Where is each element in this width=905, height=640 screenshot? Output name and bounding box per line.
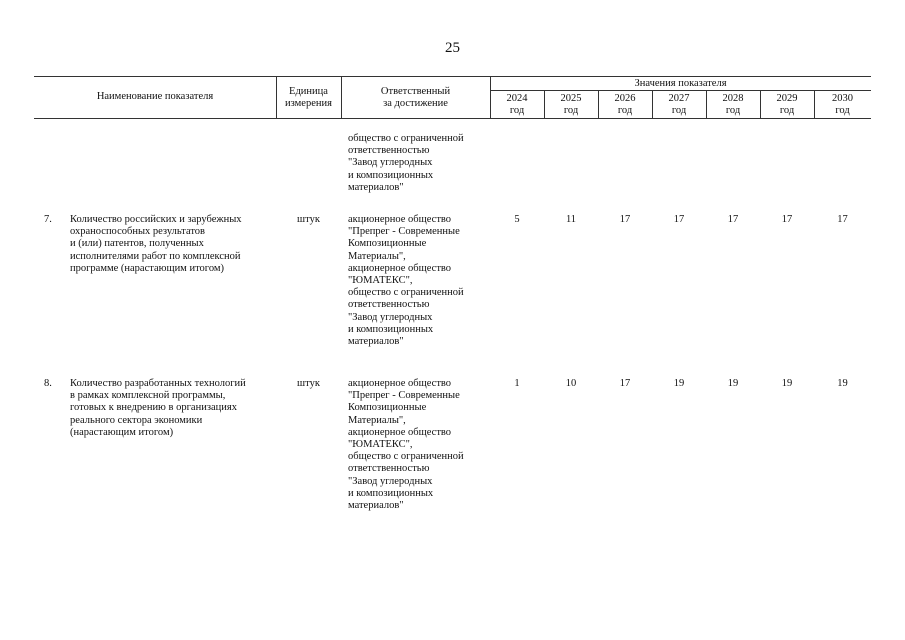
row-name-line: (нарастающим итогом) — [70, 426, 174, 438]
row-number-text: 8. — [44, 378, 52, 389]
row-responsible-line: материалов" — [348, 336, 404, 348]
row-7-value-2030 — [814, 214, 871, 226]
row-responsible-line: ответственностью — [348, 463, 430, 475]
row-unit-text: штук — [297, 214, 320, 225]
header-year-number: 2026 — [614, 93, 636, 104]
header-unit — [276, 86, 341, 110]
table-header-bottom-border — [34, 118, 871, 119]
row-responsible-line: "Завод углеродных — [348, 311, 433, 323]
row-value: 17 — [673, 214, 685, 225]
row-value: 19 — [781, 378, 793, 389]
row-name-line: Количество российских и зарубежных — [70, 214, 242, 225]
row-responsible-line: акционерное общество — [348, 262, 452, 274]
row-value: 17 — [619, 214, 631, 225]
row-value: 17 — [781, 214, 793, 225]
row-responsible-line: акционерное общество — [348, 214, 452, 225]
continuation-responsible-line: общество с ограниченной — [348, 133, 464, 144]
row-7-value-2026 — [598, 214, 652, 226]
row-name-line: реального сектора экономики — [70, 414, 203, 426]
row-responsible-line: "Препрег - Современные — [348, 390, 460, 402]
header-year-number: 2028 — [722, 93, 744, 104]
row-responsible-line: и композиционных — [348, 487, 434, 499]
row-unit-text: штук — [297, 378, 320, 389]
row-name-line: в рамках комплексной программы, — [70, 390, 226, 402]
header-responsible-line: за достижение — [383, 98, 448, 109]
row-7-value-2028 — [706, 214, 760, 226]
header-year-number: 2030 — [832, 93, 853, 104]
row-value: 1 — [514, 378, 520, 389]
header-year-word: год — [725, 105, 741, 116]
header-year-word: год — [671, 105, 687, 116]
continuation-responsible-line: ответственностью — [348, 145, 430, 157]
row-8-value-2024 — [490, 378, 544, 390]
row-7-name — [70, 214, 276, 275]
row-value: 17 — [837, 214, 848, 225]
row-8-responsible — [348, 378, 490, 512]
header-year-2030 — [814, 93, 871, 117]
row-responsible-line: Композиционные — [348, 238, 427, 250]
row-responsible-line: "Препрег - Современные — [348, 226, 460, 238]
header-year-2029 — [760, 93, 814, 117]
row-responsible-line: общество с ограниченной — [348, 287, 464, 299]
row-8-value-2027 — [652, 378, 706, 390]
row-responsible-line: акционерное общество — [348, 426, 452, 438]
row-name-line: охраноспособных результатов — [70, 226, 206, 238]
header-year-word: год — [835, 105, 850, 116]
row-8-name — [70, 378, 276, 439]
row-name-line: готовых к внедрению в организациях — [70, 402, 237, 414]
row-value: 10 — [565, 378, 577, 389]
row-7-responsible — [348, 214, 490, 348]
row-name-line: Количество разработанных технологий — [70, 378, 246, 389]
header-indicator-name-text: Наименование показателя — [96, 91, 214, 102]
header-responsible-line: Ответственный — [380, 86, 451, 97]
row-8-value-2025 — [544, 378, 598, 390]
header-year-2025 — [544, 93, 598, 117]
row-value: 11 — [565, 214, 577, 225]
header-year-number: 2029 — [776, 93, 798, 104]
row-value: 17 — [727, 214, 739, 225]
header-year-word: год — [617, 105, 633, 116]
row-8-value-2026 — [598, 378, 652, 390]
row-responsible-line: Материалы", — [348, 250, 406, 262]
row-8-value-2030 — [814, 378, 871, 390]
row-7-value-2024 — [490, 214, 544, 226]
row-7-value-2027 — [652, 214, 706, 226]
row-7-unit — [276, 214, 341, 226]
header-indicator-values — [490, 78, 871, 90]
continuation-responsible-line: "Завод углеродных — [348, 157, 433, 169]
row-responsible-line: "Завод углеродных — [348, 475, 433, 487]
header-year-2024 — [490, 93, 544, 117]
header-unit-line: Единица — [289, 86, 328, 97]
row-responsible-line: акционерное общество — [348, 378, 452, 389]
header-year-number: 2027 — [668, 93, 690, 104]
row-value: 19 — [673, 378, 685, 389]
row-number-text: 7. — [44, 214, 52, 225]
row-value: 19 — [727, 378, 739, 389]
row-8-value-2028 — [706, 378, 760, 390]
header-year-number: 2025 — [560, 93, 582, 104]
header-year-word: год — [779, 105, 795, 116]
header-year-2026 — [598, 93, 652, 117]
continuation-responsible-line: и композиционных — [348, 169, 434, 181]
row-responsible-line: Композиционные — [348, 402, 427, 414]
row-responsible-line: и композиционных — [348, 323, 434, 335]
header-indicator-values-text: Значения показателя — [634, 78, 727, 89]
row-8-unit — [276, 378, 341, 390]
header-year-word: год — [509, 105, 525, 116]
row-7-value-2025 — [544, 214, 598, 226]
header-year-2027 — [652, 93, 706, 117]
row-8-value-2029 — [760, 378, 814, 390]
header-unit-line: измерения — [285, 98, 332, 109]
page-number: 25 — [445, 40, 460, 56]
row-7-value-2029 — [760, 214, 814, 226]
row-name-line: программе (нарастающим итогом) — [70, 262, 225, 274]
row-name-line: и (или) патентов, полученных — [70, 238, 204, 250]
row-name-line: исполнителями работ по комплексной — [70, 250, 241, 262]
header-indicator-name — [34, 91, 276, 103]
continuation-responsible — [348, 133, 490, 194]
header-year-word: год — [563, 105, 579, 116]
table-top-border — [34, 76, 871, 77]
header-year-number: 2024 — [506, 93, 528, 104]
continuation-responsible-line: материалов" — [348, 181, 404, 193]
row-responsible-line: Материалы", — [348, 414, 406, 426]
row-value: 19 — [837, 378, 848, 389]
row-responsible-line: материалов" — [348, 500, 404, 512]
header-responsible — [341, 86, 490, 110]
row-7-number — [44, 214, 66, 226]
row-responsible-line: общество с ограниченной — [348, 451, 464, 463]
row-responsible-line: "ЮМАТЕКС", — [348, 275, 413, 287]
row-value: 17 — [619, 378, 631, 389]
row-8-number — [44, 378, 66, 390]
row-responsible-line: ответственностью — [348, 299, 430, 311]
row-responsible-line: "ЮМАТЕКС", — [348, 439, 413, 451]
row-value: 5 — [514, 214, 520, 225]
header-year-2028 — [706, 93, 760, 117]
